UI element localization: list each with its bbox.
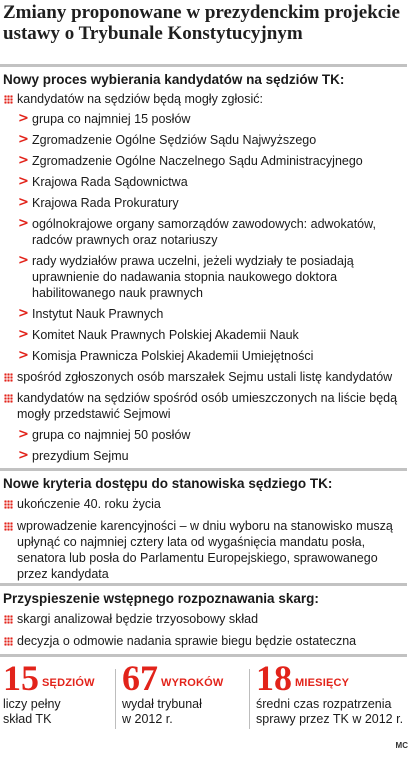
list-item: spośród zgłoszonych osób marszałek Sejmu ustali listę kandydatów: [3, 369, 408, 385]
sub-list-item: > Komitet Nauk Prawnych Polskiej Akademii Nauk: [18, 327, 299, 342]
chevron-bullet-icon: >: [18, 132, 29, 147]
stat-divider: [115, 669, 116, 729]
chevron-bullet-icon: >: [18, 153, 29, 168]
grid-bullet-icon: [4, 637, 13, 646]
list-item: wprowadzenie karencyjności – w dniu wyboru na stanowisko muszą upłynąć co najmniej cztery lata od wygaśnięcia mandatu posła, senatora lub posła do Parlamentu Europejskiego, sprawowanego przez kandydata: [3, 518, 408, 582]
stat-description: średni czas rozpatrzenia sprawy przez TK w 2012 r.: [256, 697, 404, 726]
list-item: ukończenie 40. roku życia: [3, 496, 408, 512]
stat-unit: MIESIĘCY: [295, 677, 350, 689]
sub-list-item: > Komisja Prawnicza Polskiej Akademii Umiejętności: [18, 348, 314, 363]
grid-bullet-icon: [4, 615, 13, 624]
section-selection-process: [3, 71, 408, 464]
chevron-bullet-icon: >: [18, 327, 29, 342]
section-divider: [0, 468, 407, 471]
chevron-bullet-icon: >: [18, 111, 29, 126]
stat-number: 15: [3, 658, 39, 698]
chevron-bullet-icon: >: [18, 448, 29, 463]
sub-list-item: > grupa co najmniej 15 posłów: [18, 111, 191, 126]
chevron-bullet-icon: >: [18, 306, 29, 321]
chevron-bullet-icon: >: [18, 174, 29, 189]
chevron-bullet-icon: >: [18, 348, 29, 363]
stat-rulings: [122, 658, 242, 741]
stat-description: wydał trybunał w 2012 r.: [122, 697, 202, 726]
stat-number: 67: [122, 658, 158, 698]
chevron-bullet-icon: >: [18, 427, 29, 442]
section-divider: [0, 654, 407, 657]
stat-unit: WYROKÓW: [161, 677, 224, 689]
sub-list-item: > grupa co najmniej 50 posłów: [18, 427, 191, 442]
section-heading: Nowe kryteria dostępu do stanowiska sędziego TK:: [3, 476, 333, 491]
sub-list-item: > Krajowa Rada Prokuratury: [18, 195, 179, 210]
section-heading: Nowy proces wybierania kandydatów na sędziów TK:: [3, 72, 345, 87]
grid-bullet-icon: [4, 95, 13, 104]
section-heading: Przyspieszenie wstępnego rozpoznawania skarg:: [3, 591, 319, 606]
sub-list-item: > prezydium Sejmu: [18, 448, 129, 463]
stat-number: 18: [256, 658, 292, 698]
list-item: kandydatów na sędziów spośród osób umieszczonych na liście będą mogły przedstawić Sejmowi: [3, 390, 408, 422]
chevron-bullet-icon: >: [18, 253, 29, 268]
stats-row: [3, 658, 408, 741]
credit-initials: MC: [395, 741, 408, 750]
sub-list-item: > rady wydziałów prawa uczelni, jeżeli wydziały te posiadają uprawnienie do nadawania stopnia naukowego doktora habilitowanego nauk prawnych: [18, 253, 354, 300]
list-item: skargi analizował będzie trzyosobowy skład: [3, 611, 408, 627]
list-item: decyzja o odmowie nadania sprawie biegu będzie ostateczna: [3, 633, 408, 649]
sub-list-item: > ogólnokrajowe organy samorządów zawodowych: adwokatów, radców prawnych oraz notariuszy: [18, 216, 376, 247]
sub-list-item: > Krajowa Rada Sądownictwa: [18, 174, 188, 189]
sub-list-item: > Zgromadzenie Ogólne Sędziów Sądu Najwyższego: [18, 132, 317, 147]
section-divider: [0, 64, 407, 67]
stat-duration: [256, 658, 408, 741]
stat-unit: SĘDZIÓW: [42, 677, 95, 689]
section-divider: [0, 583, 407, 586]
sub-list-item: > Instytut Nauk Prawnych: [18, 306, 164, 321]
stat-description: liczy pełny skład TK: [3, 697, 61, 726]
list-item: kandydatów na sędziów będą mogły zgłosić:: [3, 91, 408, 107]
grid-bullet-icon: [4, 522, 13, 531]
section-complaints: [3, 590, 408, 649]
grid-bullet-icon: [4, 373, 13, 382]
page-title: Zmiany proponowane w prezydenckim projekcie ustawy o Trybunale Konstytucyjnym: [3, 2, 400, 44]
stat-judges: [3, 658, 108, 741]
sub-list-item: > Zgromadzenie Ogólne Naczelnego Sądu Administracyjnego: [18, 153, 363, 168]
grid-bullet-icon: [4, 394, 13, 403]
grid-bullet-icon: [4, 500, 13, 509]
chevron-bullet-icon: >: [18, 195, 29, 210]
stat-divider: [249, 669, 250, 729]
section-access-criteria: [3, 475, 408, 582]
chevron-bullet-icon: >: [18, 216, 29, 231]
